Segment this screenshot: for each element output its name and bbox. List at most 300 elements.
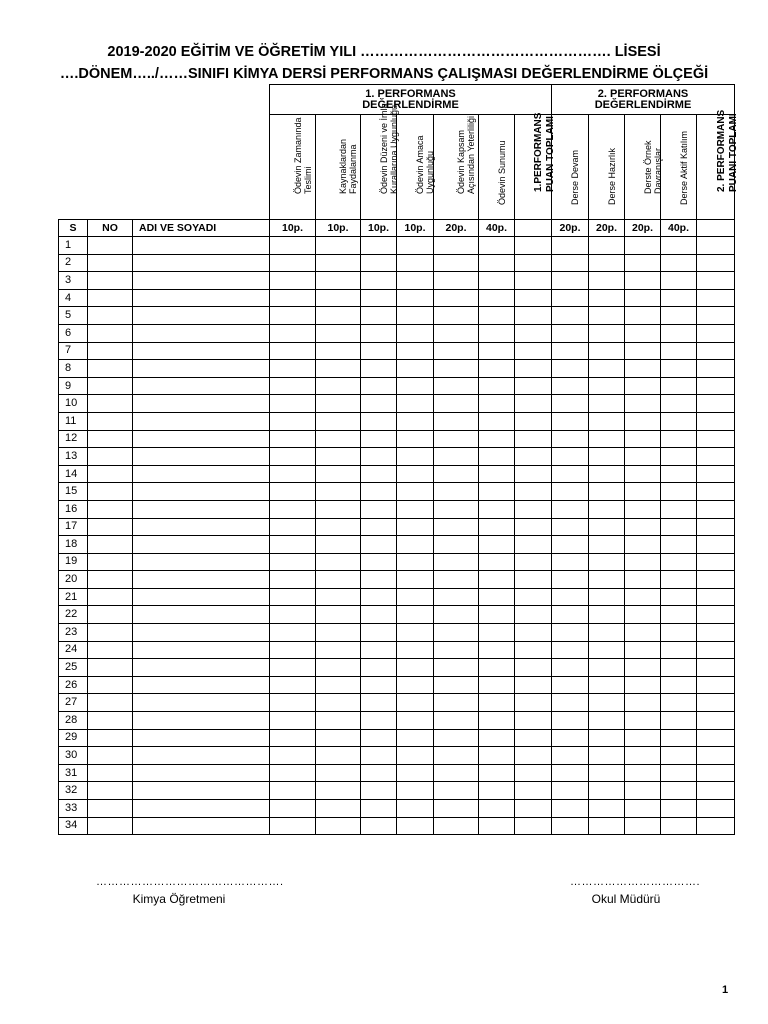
table-cell[interactable] <box>515 729 552 747</box>
table-cell[interactable] <box>589 430 625 448</box>
table-cell[interactable] <box>133 800 270 818</box>
table-cell[interactable] <box>479 588 515 606</box>
table-cell[interactable] <box>361 782 397 800</box>
table-cell[interactable] <box>397 518 434 536</box>
table-cell[interactable] <box>479 465 515 483</box>
table-cell[interactable] <box>133 412 270 430</box>
table-cell[interactable] <box>625 553 661 571</box>
table-cell[interactable] <box>479 694 515 712</box>
table-cell[interactable] <box>397 800 434 818</box>
table-cell[interactable] <box>133 289 270 307</box>
table-cell[interactable] <box>434 360 479 378</box>
table-cell[interactable] <box>270 659 316 677</box>
table-cell[interactable] <box>133 448 270 466</box>
table-cell[interactable] <box>361 500 397 518</box>
table-cell[interactable] <box>552 237 589 255</box>
table-cell[interactable] <box>589 324 625 342</box>
table-cell[interactable] <box>589 571 625 589</box>
table-cell[interactable] <box>515 395 552 413</box>
table-cell[interactable] <box>361 729 397 747</box>
table-cell[interactable] <box>625 624 661 642</box>
table-cell[interactable] <box>589 272 625 290</box>
table-cell[interactable] <box>552 289 589 307</box>
table-cell[interactable] <box>515 536 552 554</box>
table-cell[interactable] <box>434 747 479 765</box>
table-cell[interactable] <box>361 395 397 413</box>
table-cell[interactable] <box>479 571 515 589</box>
table-cell[interactable] <box>589 500 625 518</box>
table-cell[interactable] <box>434 536 479 554</box>
table-cell[interactable] <box>625 606 661 624</box>
table-cell[interactable] <box>589 518 625 536</box>
table-cell[interactable] <box>397 588 434 606</box>
table-cell[interactable] <box>625 307 661 325</box>
table-cell[interactable] <box>625 430 661 448</box>
table-cell[interactable] <box>479 747 515 765</box>
table-cell[interactable] <box>697 360 735 378</box>
table-cell[interactable] <box>697 272 735 290</box>
table-cell[interactable] <box>270 641 316 659</box>
table-cell[interactable] <box>625 747 661 765</box>
table-cell[interactable] <box>515 817 552 835</box>
table-cell[interactable] <box>589 800 625 818</box>
table-cell[interactable] <box>479 324 515 342</box>
table-cell[interactable] <box>697 782 735 800</box>
table-cell[interactable] <box>316 571 361 589</box>
table-cell[interactable] <box>397 817 434 835</box>
table-cell[interactable] <box>625 412 661 430</box>
table-cell[interactable] <box>552 272 589 290</box>
table-cell[interactable] <box>479 360 515 378</box>
table-cell[interactable] <box>270 694 316 712</box>
table-cell[interactable] <box>133 782 270 800</box>
table-cell[interactable] <box>552 800 589 818</box>
table-cell[interactable] <box>88 729 133 747</box>
table-cell[interactable] <box>434 659 479 677</box>
table-cell[interactable] <box>661 553 697 571</box>
table-cell[interactable] <box>552 571 589 589</box>
table-cell[interactable] <box>316 800 361 818</box>
table-cell[interactable] <box>270 817 316 835</box>
table-cell[interactable] <box>661 571 697 589</box>
table-cell[interactable] <box>515 712 552 730</box>
table-cell[interactable] <box>397 712 434 730</box>
table-cell[interactable] <box>515 254 552 272</box>
table-cell[interactable] <box>697 237 735 255</box>
table-cell[interactable] <box>316 289 361 307</box>
table-cell[interactable] <box>625 800 661 818</box>
table-cell[interactable] <box>397 500 434 518</box>
table-cell[interactable] <box>316 676 361 694</box>
table-cell[interactable] <box>697 342 735 360</box>
table-cell[interactable] <box>697 324 735 342</box>
table-cell[interactable] <box>361 465 397 483</box>
table-cell[interactable] <box>552 817 589 835</box>
table-cell[interactable] <box>625 518 661 536</box>
table-cell[interactable] <box>589 342 625 360</box>
table-cell[interactable] <box>515 465 552 483</box>
table-cell[interactable] <box>479 729 515 747</box>
table-cell[interactable] <box>479 712 515 730</box>
table-cell[interactable] <box>361 624 397 642</box>
table-cell[interactable] <box>88 465 133 483</box>
table-cell[interactable] <box>133 659 270 677</box>
table-cell[interactable] <box>661 412 697 430</box>
table-cell[interactable] <box>625 237 661 255</box>
table-cell[interactable] <box>316 782 361 800</box>
table-cell[interactable] <box>316 430 361 448</box>
table-cell[interactable] <box>361 448 397 466</box>
table-cell[interactable] <box>515 289 552 307</box>
table-cell[interactable] <box>270 448 316 466</box>
table-cell[interactable] <box>434 272 479 290</box>
table-cell[interactable] <box>397 571 434 589</box>
table-cell[interactable] <box>316 342 361 360</box>
table-cell[interactable] <box>434 465 479 483</box>
table-cell[interactable] <box>88 694 133 712</box>
table-cell[interactable] <box>552 782 589 800</box>
table-cell[interactable] <box>552 360 589 378</box>
table-cell[interactable] <box>397 307 434 325</box>
table-cell[interactable] <box>552 747 589 765</box>
table-cell[interactable] <box>661 289 697 307</box>
table-cell[interactable] <box>479 518 515 536</box>
table-cell[interactable] <box>361 536 397 554</box>
table-cell[interactable] <box>88 483 133 501</box>
table-cell[interactable] <box>479 817 515 835</box>
table-cell[interactable] <box>697 289 735 307</box>
table-cell[interactable] <box>88 395 133 413</box>
table-cell[interactable] <box>515 500 552 518</box>
table-cell[interactable] <box>479 764 515 782</box>
table-cell[interactable] <box>316 518 361 536</box>
table-cell[interactable] <box>697 518 735 536</box>
table-cell[interactable] <box>625 571 661 589</box>
table-cell[interactable] <box>133 817 270 835</box>
table-cell[interactable] <box>697 588 735 606</box>
table-cell[interactable] <box>397 272 434 290</box>
table-cell[interactable] <box>661 360 697 378</box>
table-cell[interactable] <box>552 307 589 325</box>
table-cell[interactable] <box>88 518 133 536</box>
table-cell[interactable] <box>270 430 316 448</box>
table-cell[interactable] <box>589 694 625 712</box>
table-cell[interactable] <box>88 817 133 835</box>
table-cell[interactable] <box>88 500 133 518</box>
table-cell[interactable] <box>270 289 316 307</box>
table-cell[interactable] <box>552 553 589 571</box>
table-cell[interactable] <box>434 518 479 536</box>
table-cell[interactable] <box>697 307 735 325</box>
table-cell[interactable] <box>270 712 316 730</box>
table-cell[interactable] <box>361 571 397 589</box>
table-cell[interactable] <box>697 571 735 589</box>
table-cell[interactable] <box>661 659 697 677</box>
table-cell[interactable] <box>133 676 270 694</box>
table-cell[interactable] <box>88 571 133 589</box>
table-cell[interactable] <box>625 342 661 360</box>
table-cell[interactable] <box>88 800 133 818</box>
table-cell[interactable] <box>88 676 133 694</box>
table-cell[interactable] <box>589 764 625 782</box>
table-cell[interactable] <box>625 782 661 800</box>
table-cell[interactable] <box>661 377 697 395</box>
table-cell[interactable] <box>515 800 552 818</box>
table-cell[interactable] <box>697 747 735 765</box>
table-cell[interactable] <box>697 817 735 835</box>
table-cell[interactable] <box>589 588 625 606</box>
table-cell[interactable] <box>589 448 625 466</box>
table-cell[interactable] <box>133 571 270 589</box>
table-cell[interactable] <box>589 360 625 378</box>
table-cell[interactable] <box>434 694 479 712</box>
table-cell[interactable] <box>434 500 479 518</box>
table-cell[interactable] <box>661 483 697 501</box>
table-cell[interactable] <box>697 377 735 395</box>
table-cell[interactable] <box>88 624 133 642</box>
table-cell[interactable] <box>133 606 270 624</box>
table-cell[interactable] <box>661 782 697 800</box>
table-cell[interactable] <box>661 254 697 272</box>
table-cell[interactable] <box>361 360 397 378</box>
table-cell[interactable] <box>316 729 361 747</box>
table-cell[interactable] <box>397 448 434 466</box>
table-cell[interactable] <box>661 448 697 466</box>
table-cell[interactable] <box>434 817 479 835</box>
table-cell[interactable] <box>316 624 361 642</box>
table-cell[interactable] <box>625 729 661 747</box>
table-cell[interactable] <box>589 817 625 835</box>
table-cell[interactable] <box>552 465 589 483</box>
table-cell[interactable] <box>270 395 316 413</box>
table-cell[interactable] <box>434 624 479 642</box>
table-cell[interactable] <box>697 694 735 712</box>
table-cell[interactable] <box>661 817 697 835</box>
table-cell[interactable] <box>316 536 361 554</box>
table-cell[interactable] <box>270 465 316 483</box>
table-cell[interactable] <box>625 254 661 272</box>
table-cell[interactable] <box>589 377 625 395</box>
table-cell[interactable] <box>270 483 316 501</box>
table-cell[interactable] <box>515 342 552 360</box>
table-cell[interactable] <box>552 729 589 747</box>
table-cell[interactable] <box>479 254 515 272</box>
table-cell[interactable] <box>133 254 270 272</box>
table-cell[interactable] <box>397 747 434 765</box>
table-cell[interactable] <box>270 588 316 606</box>
table-cell[interactable] <box>133 764 270 782</box>
table-cell[interactable] <box>434 289 479 307</box>
table-cell[interactable] <box>625 377 661 395</box>
table-cell[interactable] <box>270 747 316 765</box>
table-cell[interactable] <box>625 465 661 483</box>
table-cell[interactable] <box>515 237 552 255</box>
table-cell[interactable] <box>589 536 625 554</box>
table-cell[interactable] <box>552 324 589 342</box>
table-cell[interactable] <box>397 289 434 307</box>
table-cell[interactable] <box>316 817 361 835</box>
table-cell[interactable] <box>88 377 133 395</box>
table-cell[interactable] <box>270 676 316 694</box>
table-cell[interactable] <box>361 676 397 694</box>
table-cell[interactable] <box>697 712 735 730</box>
table-cell[interactable] <box>88 237 133 255</box>
table-cell[interactable] <box>397 254 434 272</box>
table-cell[interactable] <box>133 518 270 536</box>
table-cell[interactable] <box>661 518 697 536</box>
table-cell[interactable] <box>316 483 361 501</box>
table-cell[interactable] <box>316 395 361 413</box>
table-cell[interactable] <box>625 764 661 782</box>
table-cell[interactable] <box>361 237 397 255</box>
table-cell[interactable] <box>316 465 361 483</box>
table-cell[interactable] <box>270 412 316 430</box>
table-cell[interactable] <box>434 483 479 501</box>
table-cell[interactable] <box>434 342 479 360</box>
table-cell[interactable] <box>270 307 316 325</box>
table-cell[interactable] <box>552 395 589 413</box>
table-cell[interactable] <box>625 694 661 712</box>
table-cell[interactable] <box>589 395 625 413</box>
table-cell[interactable] <box>434 553 479 571</box>
table-cell[interactable] <box>661 606 697 624</box>
table-cell[interactable] <box>361 412 397 430</box>
table-cell[interactable] <box>316 641 361 659</box>
table-cell[interactable] <box>434 395 479 413</box>
table-cell[interactable] <box>479 430 515 448</box>
table-cell[interactable] <box>397 606 434 624</box>
table-cell[interactable] <box>434 782 479 800</box>
table-cell[interactable] <box>88 764 133 782</box>
table-cell[interactable] <box>270 254 316 272</box>
table-cell[interactable] <box>434 377 479 395</box>
table-cell[interactable] <box>397 764 434 782</box>
table-cell[interactable] <box>361 324 397 342</box>
table-cell[interactable] <box>479 553 515 571</box>
table-cell[interactable] <box>316 606 361 624</box>
table-cell[interactable] <box>361 272 397 290</box>
table-cell[interactable] <box>479 782 515 800</box>
table-cell[interactable] <box>316 412 361 430</box>
table-cell[interactable] <box>515 360 552 378</box>
table-cell[interactable] <box>270 342 316 360</box>
table-cell[interactable] <box>434 430 479 448</box>
table-cell[interactable] <box>625 536 661 554</box>
table-cell[interactable] <box>625 289 661 307</box>
table-cell[interactable] <box>697 536 735 554</box>
table-cell[interactable] <box>361 764 397 782</box>
table-cell[interactable] <box>552 624 589 642</box>
table-cell[interactable] <box>589 465 625 483</box>
table-cell[interactable] <box>434 237 479 255</box>
table-cell[interactable] <box>133 237 270 255</box>
table-cell[interactable] <box>697 676 735 694</box>
table-cell[interactable] <box>515 588 552 606</box>
table-cell[interactable] <box>697 254 735 272</box>
table-cell[interactable] <box>361 694 397 712</box>
table-cell[interactable] <box>479 676 515 694</box>
table-cell[interactable] <box>479 659 515 677</box>
table-cell[interactable] <box>697 606 735 624</box>
table-cell[interactable] <box>625 360 661 378</box>
table-cell[interactable] <box>552 412 589 430</box>
table-cell[interactable] <box>661 712 697 730</box>
table-cell[interactable] <box>552 641 589 659</box>
table-cell[interactable] <box>515 694 552 712</box>
table-cell[interactable] <box>661 641 697 659</box>
table-cell[interactable] <box>661 237 697 255</box>
table-cell[interactable] <box>270 553 316 571</box>
table-cell[interactable] <box>88 659 133 677</box>
table-cell[interactable] <box>552 342 589 360</box>
table-cell[interactable] <box>133 536 270 554</box>
table-cell[interactable] <box>515 324 552 342</box>
table-cell[interactable] <box>88 606 133 624</box>
table-cell[interactable] <box>479 500 515 518</box>
table-cell[interactable] <box>515 412 552 430</box>
table-cell[interactable] <box>479 641 515 659</box>
table-cell[interactable] <box>552 694 589 712</box>
table-cell[interactable] <box>397 324 434 342</box>
table-cell[interactable] <box>316 377 361 395</box>
table-cell[interactable] <box>697 395 735 413</box>
table-cell[interactable] <box>434 571 479 589</box>
table-cell[interactable] <box>270 800 316 818</box>
table-cell[interactable] <box>552 254 589 272</box>
table-cell[interactable] <box>661 500 697 518</box>
table-cell[interactable] <box>589 624 625 642</box>
table-cell[interactable] <box>625 500 661 518</box>
table-cell[interactable] <box>88 747 133 765</box>
table-cell[interactable] <box>88 430 133 448</box>
table-cell[interactable] <box>88 360 133 378</box>
table-cell[interactable] <box>589 729 625 747</box>
table-cell[interactable] <box>361 553 397 571</box>
table-cell[interactable] <box>316 324 361 342</box>
table-cell[interactable] <box>479 272 515 290</box>
table-cell[interactable] <box>589 483 625 501</box>
table-cell[interactable] <box>361 641 397 659</box>
table-cell[interactable] <box>316 307 361 325</box>
table-cell[interactable] <box>88 412 133 430</box>
table-cell[interactable] <box>589 712 625 730</box>
table-cell[interactable] <box>589 782 625 800</box>
table-cell[interactable] <box>88 782 133 800</box>
table-cell[interactable] <box>661 729 697 747</box>
table-cell[interactable] <box>434 254 479 272</box>
table-cell[interactable] <box>361 606 397 624</box>
table-cell[interactable] <box>397 676 434 694</box>
table-cell[interactable] <box>434 588 479 606</box>
table-cell[interactable] <box>515 483 552 501</box>
table-cell[interactable] <box>625 324 661 342</box>
table-cell[interactable] <box>88 324 133 342</box>
table-cell[interactable] <box>270 360 316 378</box>
table-cell[interactable] <box>552 676 589 694</box>
table-cell[interactable] <box>625 817 661 835</box>
table-cell[interactable] <box>434 712 479 730</box>
table-cell[interactable] <box>434 448 479 466</box>
table-cell[interactable] <box>270 536 316 554</box>
table-cell[interactable] <box>270 518 316 536</box>
table-cell[interactable] <box>479 395 515 413</box>
table-cell[interactable] <box>661 324 697 342</box>
table-cell[interactable] <box>397 377 434 395</box>
table-cell[interactable] <box>697 641 735 659</box>
table-cell[interactable] <box>88 342 133 360</box>
table-cell[interactable] <box>697 500 735 518</box>
table-cell[interactable] <box>88 588 133 606</box>
